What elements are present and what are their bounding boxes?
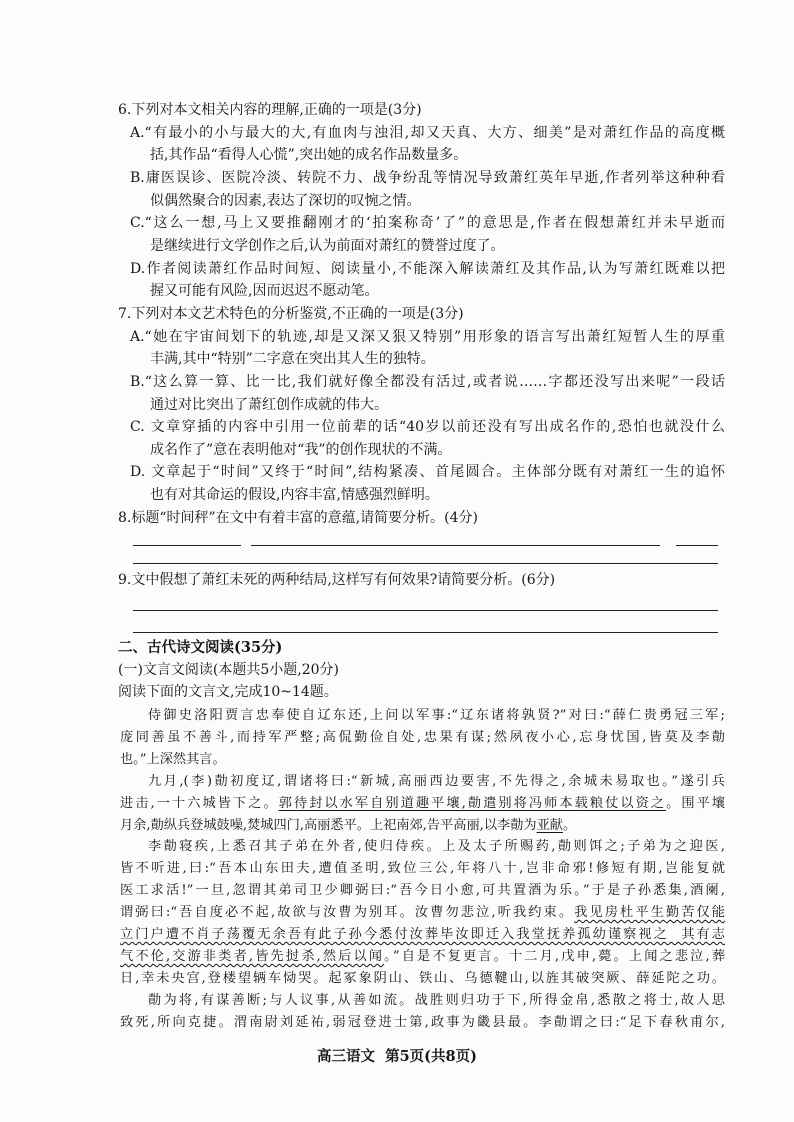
q7-option-a-line-2: 丰满,其中“特别”二字意在突出其人生的独特。 [150,351,435,368]
passage-line [120,793,725,815]
q6-option-b-line-2: 似偶然聚合的因素,表达了深切的叹惋之情。 [150,192,421,209]
passage-line [120,858,725,880]
q6-option-b-line-1: B.庸医误诊、医院冷淡、转院不力、战争纷乱等情况导致萧红英年早逝,作者列举这种种看 [130,170,725,186]
underlined-term: 亚献 [536,817,563,833]
passage-line [120,924,725,946]
passage-text: 李勣寝疾,上悉召其子弟在外者,使归侍疾。上及太子所赐药,勣则饵之;子弟为之迎医, [148,839,725,855]
passage-text: 。”自是不复更言。十二月,戊申,薨。上闻之悲泣,葬 [384,948,725,964]
q6-stem: 6.下列对本文相关内容的理解,正确的一项是(3分) [118,102,422,118]
section-title: 二、古代诗文阅读(35分) [118,639,283,656]
passage-line [120,968,725,990]
passage-text: 庞同善虽不善斗,而持军严整;高侃勤俭自处,忠果有谋;然夙夜小心,忘身忧国,皆莫及李勣 [120,729,725,745]
q8-answer-line-1b[interactable] [251,545,660,546]
q7-option-c-line-1: C. 文章穿插的内容中引用一位前辈的话“40岁以前还没有写出成名作的,恐怕也就没什么 [130,419,725,436]
wavy-underlined-text: 气不伦,交游非类者,皆先挝杀,然后以闻 [120,948,385,964]
q8-answer-line-1a[interactable] [133,545,241,546]
passage-text: 日,幸未央宫,登楼望辆车恸哭。起冢象阴山、铁山、乌德鞬山,以旌其破突厥、薛延陀之功。 [120,970,725,986]
passage-line [148,771,725,793]
q6-option-a-line-1: A.“有最小的小与最大的大,有血肉与浊泪,却又天真、大方、细美”是对萧红作品的高度概 [130,124,725,141]
q8-answer-line-1c[interactable] [676,545,718,546]
passage-line [120,815,725,837]
passage-text: 九月,(李)勣初度辽,谓诸将曰:“新城,高丽西边要害,不先得之,余城未易取也。”遂引兵 [148,773,725,789]
wavy-underlined-text: 立门户遭不肖子荡覆无余吾有此子孙今悉付汝葬毕汝即迁入我堂抚养孤幼谨察视之 其有志 [120,927,725,942]
wavy-underlined-text: 我见房杜平生勤苦仅能 [574,905,725,921]
q6-option-c-line-1: C.“这么一想,马上又要推翻刚才的‘拍案称奇’了”的意思是,作者在假想萧红并未早逝而 [130,215,725,232]
passage-line [120,749,725,771]
q6-option-c-line-2: 是继续进行文学创作之后,认为前面对萧红的赞誉过度了。 [150,237,505,254]
q7-option-b-line-1: B.“这么算一算、比一比,我们就好像全都没有活过,或者说……字都还没写出来呢”一段话 [130,373,725,390]
q7-stem: 7.下列对本文艺术特色的分析鉴赏,不正确的一项是(3分) [118,305,464,322]
passage-line [120,880,725,902]
q6-option-d-line-1: D.作者阅读萧红作品时间短、阅读量小,不能深入解读萧红及其作品,认为写萧红既难以把 [130,260,725,277]
passage-line [148,705,725,727]
passage-text: 也。”上深然其言。 [120,751,226,767]
passage-text: 。围平壤 [666,795,725,811]
passage-text: 进击,一十六城皆下之。 [120,795,279,811]
passage-text: 谓弼曰:“吾自度必不起,故欲与汝曹为别耳。汝曹勿悲泣,听我约束。 [120,905,575,921]
passage-text: 致死,所向克捷。渭南尉刘延祐,弱冠登进士第,政事为畿县最。李勣谓之曰:“足下春秋甫尔, [120,1014,725,1030]
q6-option-a-line-2: 括,其作品“看得人心慌”,突出她的成名作品数量多。 [150,147,468,164]
q9-stem: 9.文中假想了萧红未死的两种结局,这样写有何效果?请简要分析。(6分) [118,572,556,588]
q7-option-d-line-2: 也有对其命运的假设,内容丰富,情感强烈鲜明。 [150,487,439,503]
passage-line [120,727,725,749]
passage-text: 。 [562,817,577,833]
page-footer: 高三语文 第5页(共8页) [317,1048,477,1065]
passage-line [120,946,725,968]
passage-line [120,1012,725,1034]
q7-option-b-line-2: 通过对比突出了萧红创作成就的伟大。 [150,396,388,413]
passage-text: 勣为将,有谋善断;与人议事,从善如流。战胜则归功于下,所得金帛,悉散之将士,故人思 [148,992,725,1008]
passage-text: 皆不听进,曰:“吾本山东田夫,遭值圣明,致位三公,年将八十,岂非命邪!修短有期,岂能复就 [120,861,725,877]
reading-instruction: 阅读下面的文言文,完成10~14题。 [118,684,338,700]
passage-line [148,990,725,1012]
q9-answer-line-2[interactable] [133,632,718,633]
passage-line [148,836,725,858]
q8-stem: 8.标题“时间秤”在文中有着丰富的意蕴,请简要分析。(4分) [118,509,478,526]
passage-text: 侍御史洛阳贾言忠奉使自辽东还,上问以军事:“辽东诸将孰贤?”对曰:“薛仁贵勇冠三军; [148,708,725,723]
q7-option-d-line-1: D. 文章起于“时间”又终于“时间”,结构紧凑、首尾圆合。主体部分既有对萧红一生的追怀 [130,464,725,481]
q7-option-c-line-2: 成名作了”意在表明他对“我”的创作现状的不满。 [150,441,452,458]
q9-answer-line-1[interactable] [133,610,718,611]
passage-text: 医工求活!”一旦,忽谓其弟司卫少卿弼曰:“吾今日小愈,可共置酒为乐。”于是子孙悉集,酒阑, [120,883,725,899]
passage-line [120,902,725,924]
subsection-title: (一)文言文阅读(本题共5小题,20分) [118,662,340,678]
q7-option-a-line-1: A.“她在宇宙间划下的轨迹,却是又深又狠又特别”用形象的语言写出萧红短暂人生的厚重 [130,328,725,345]
underlined-sentence: 郭待封以水军自别道趣平壤,勣遣别将冯师本载粮仗以资之 [278,795,667,811]
passage-text: 月余,勣纵兵登城鼓噪,焚城四门,高丽悉平。上祀南郊,告平高丽,以李勣为 [120,817,537,833]
q8-answer-line-2[interactable] [133,563,718,564]
q6-option-d-line-2: 握又可能有风险,因而迟迟不愿动笔。 [150,283,379,300]
